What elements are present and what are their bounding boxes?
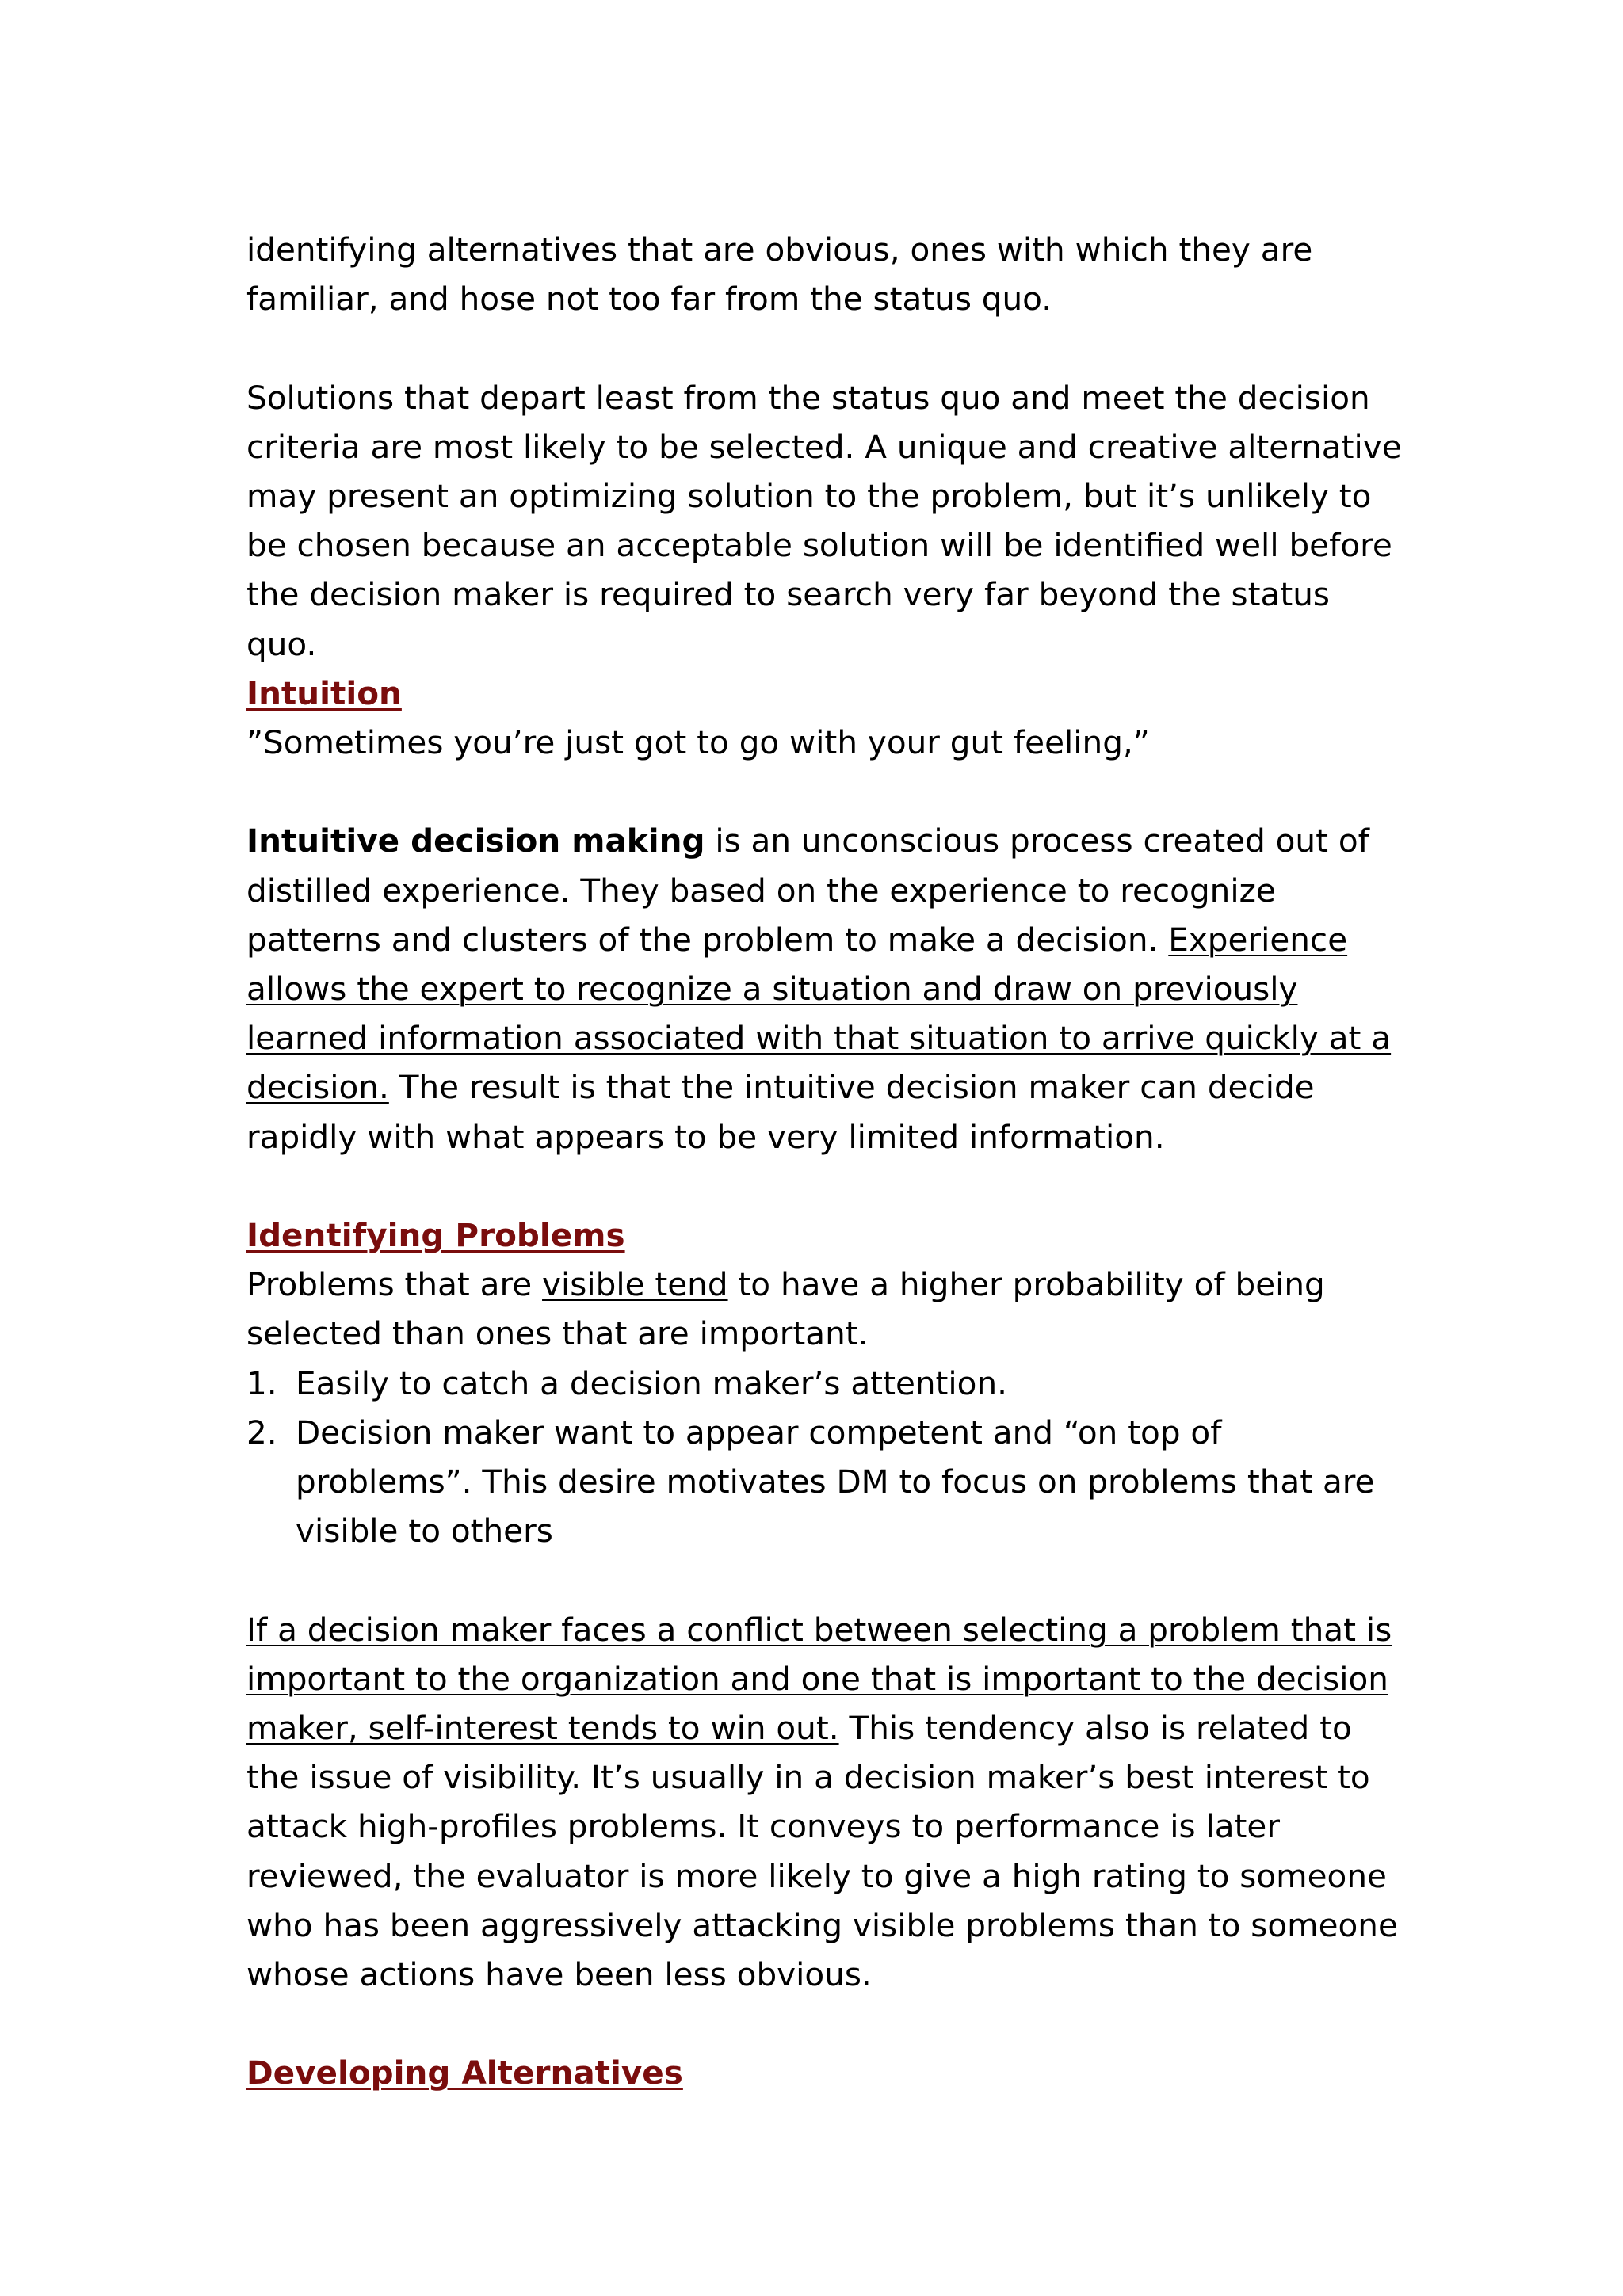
paragraph-intuitive-decision-making	[246, 816, 1403, 1161]
paragraph-alternatives-familiar: identifying alternatives that are obvious, ones with which they are familiar, and hose not too far from the status quo.	[246, 231, 1313, 318]
paragraph-status-quo: Solutions that depart least from the status quo and meet the decision criteria are most likely to be selected. A unique and creative alternative may present an optimizing solution to the problem, but it’s unlikely to be chosen because an acceptable solution will be identified well before the decision maker is required to search very far beyond the status quo.	[246, 378, 1402, 663]
paragraph-self-interest	[246, 1605, 1403, 2000]
intuition-underlined-text: Experience allows the expert to recognize a situation and draw on previously learned information associated with that situation to arrive quickly at a decision.	[246, 920, 1392, 1107]
heading-identifying-problems: Identifying Problems	[246, 1216, 625, 1255]
term-intuitive-decision-making: Intuitive decision making	[246, 822, 705, 860]
list-item	[246, 1408, 1403, 1556]
spacer	[246, 1555, 1403, 1604]
list-item	[246, 1359, 1403, 1408]
list-item-text: Easily to catch a decision maker’s attention.	[296, 1363, 1007, 1402]
document-body	[246, 225, 1403, 2098]
spacer	[246, 1999, 1403, 2048]
intuition-body-start: is an unconscious process created out of distilled experience. They based on the experience to recognize patterns and clusters of the problem to make a decision.	[246, 822, 1369, 959]
list-item-number: 2.	[246, 1413, 277, 1451]
spacer	[246, 1161, 1403, 1211]
visible-tend-underlined: visible tend	[542, 1265, 728, 1304]
spacer	[246, 323, 1403, 372]
visible-intro-end: to have a higher probability of being selected than ones that are important.	[246, 1265, 1325, 1353]
intuition-body-end: The result is that the intuitive decision maker can decide rapidly with what appears to be very limited information.	[246, 1068, 1315, 1156]
spacer	[246, 767, 1403, 816]
heading-intuition: Intuition	[246, 673, 402, 712]
numbered-list	[246, 1359, 1403, 1556]
conflict-rest-text: This tendency also is related to the issue of visibility. It’s usually in a decision maker’s best interest to attack high-profiles problems. It conveys to performance is later reviewed, the evaluator is more likely to give a high rating to someone who has been aggressively attacking visible problems than to someone whose actions have been less obvious.	[246, 1709, 1398, 1994]
visible-intro-start: Problems that are	[246, 1265, 543, 1304]
paragraph-visible-problems	[246, 1260, 1403, 1358]
intuition-quote: ”Sometimes you’re just got to go with your gut feeling,”	[246, 723, 1150, 762]
conflict-underlined-text: If a decision maker faces a conflict between selecting a problem that is important to the organization and one that is important to the decision maker, self-interest tends to win out.	[246, 1610, 1392, 1748]
heading-developing-alternatives: Developing Alternatives	[246, 2054, 683, 2092]
list-item-number: 1.	[246, 1363, 277, 1402]
list-item-text: Decision maker want to appear competent and “on top of problems”. This desire motivates DM to focus on problems that are visible to others	[296, 1413, 1375, 1550]
